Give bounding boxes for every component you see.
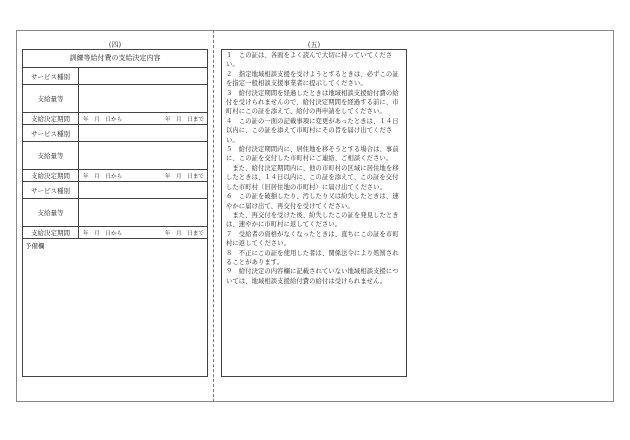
service-type-row [23, 125, 207, 142]
service-type-label: サービス種別 [23, 125, 79, 141]
instruction-paragraph: ９ 給付決定の内容欄に記載されていない地域相談支援については、地域相談支援給付費の給付は受けられません。 [226, 268, 399, 285]
period-value [79, 113, 207, 124]
service-type-label: サービス種別 [23, 182, 79, 198]
period-from: 年 月 日から [83, 173, 123, 180]
period-row [23, 170, 207, 182]
service-type-value [79, 68, 207, 84]
instruction-paragraph: ６ この証を破損したり、汚したり又は紛失したときは、速やかに届け出て、再交付を受けてください。 [226, 193, 399, 210]
amount-row [23, 199, 207, 227]
notes-label: 予備欄 [25, 242, 45, 250]
instruction-paragraph: ４ この証の一面の記載事項に変更があったときは、１４日以内に、この証を添えて市町村にその旨を届け出てください。 [226, 117, 399, 144]
amount-value [79, 142, 207, 169]
period-value [79, 170, 207, 181]
period-value [79, 227, 207, 238]
service-type-label: サービス種別 [23, 68, 79, 84]
instruction-paragraph: １ この証は、各面をよく読んで大切に持っていてください。 [226, 52, 393, 69]
service-type-row [23, 182, 207, 199]
amount-label: 支給量等 [23, 85, 79, 112]
instructions-panel [221, 49, 407, 377]
period-to: 年 月 日まで [164, 116, 204, 123]
amount-value [79, 85, 207, 112]
service-type-value [79, 182, 207, 198]
period-from: 年 月 日から [83, 116, 123, 123]
amount-row [23, 85, 207, 113]
instruction-paragraph: ８ 不正にこの証を使用した者は、関係法令により処罰されることがあります。 [226, 249, 399, 266]
payment-decision-panel [22, 49, 208, 377]
amount-value [79, 199, 207, 226]
instruction-paragraph: また、再交付を受けた後、紛失したこの証を発見したときは、速やかに市町村に返してください。 [226, 211, 399, 229]
service-type-value [79, 125, 207, 141]
fold-line [213, 30, 214, 402]
amount-row [23, 142, 207, 170]
period-row [23, 227, 207, 239]
period-to: 年 月 日まで [164, 230, 204, 237]
amount-label: 支給量等 [23, 142, 79, 169]
page-number-left: (四) [108, 41, 122, 49]
period-label: 支給決定期間 [23, 227, 79, 238]
period-row [23, 113, 207, 125]
instruction-paragraph: ５ 給付決定期間内に、居住地を移そうとする場合は、事前に、この証を交付した市町村にご連絡、ご相談ください。 [226, 146, 399, 163]
instruction-paragraph: また、給付決定期間内に、他の市町村の区域に居住地を移したときは、１４日以内に、この証を添えて、この証を交付した市町村（旧居住地の市町村）に届け出てください。 [226, 164, 399, 191]
instruction-paragraph: ７ 受給者の資格がなくなったときは、直ちにこの証を市町村に返してください。 [226, 230, 399, 248]
period-label: 支給決定期間 [23, 113, 79, 124]
amount-label: 支給量等 [23, 199, 79, 226]
instruction-paragraph: ２ 指定地域相談支援を受けようとするときは、必ずこの証を指定一般相談支援事業者に提示してください。 [226, 70, 399, 88]
form-title: 訓練等給付費の支給決定内容 [23, 50, 207, 68]
service-type-row [23, 68, 207, 85]
period-label: 支給決定期間 [23, 170, 79, 181]
page-number-right: (五) [307, 41, 321, 49]
instruction-paragraph: ３ 給付決定期間を経過したときは地域相談支援給付費の給付を受けられませんので、給付決定期間を経過する前に、市町村にこの証を添えて、給付の再申請をしてください。 [226, 89, 399, 116]
instructions-text [222, 50, 406, 286]
period-from: 年 月 日から [83, 230, 123, 237]
period-to: 年 月 日まで [164, 173, 204, 180]
